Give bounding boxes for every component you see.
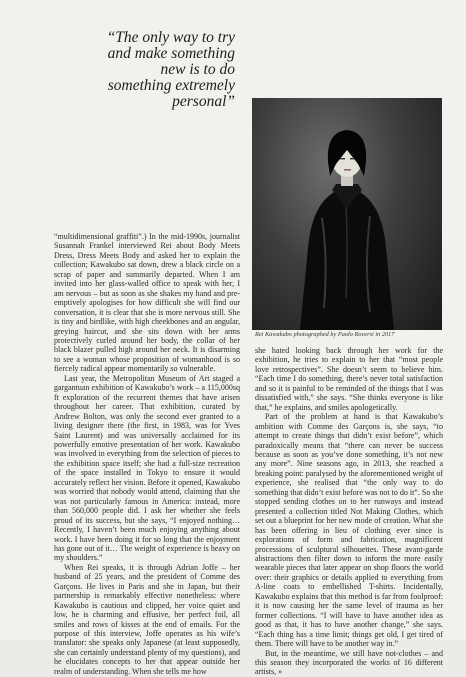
paragraph: But, in the meantime, we still have not-clothes – and this season they incorporated the works of 16 different artists, » — [255, 648, 443, 677]
paragraph: Last year, the Metropolitan Museum of Art staged a gargantuan exhibition of Kawakubo’s work – a 115,000sq ft exploration of the recurrent themes that have arisen throughout her career. That exhibition, curated by Andrew Bolton, was only the second ever granted to a living designer there (the first, in 1983, was for Yves Saint Laurent) and was universally acclaimed for its powerfully emotive presentation of her work. Kawakubo was involved in everything from the selection of pieces to the exhibition space itself; she had a full-size recreation of the space installed in Tokyo to ensure it would accurately reflect her vision. Before it opened, Kawakubo was worried that nobody would attend, claiming that she was not particularly famous in America: instead, more than 560,000 people did. I ask her whether she feels proud of its success, but she says, “I enjoyed nothing… Recently, I haven’t been much enjoying anything about work. I have been doing it for so long that the enjoyment has gone out of it… The weight of experience is heavy on my shoulders.” — [54, 373, 240, 563]
photo-caption: Rei Kawakubo photographed by Paolo Roversi in 2017 — [255, 331, 395, 338]
article-column-right — [255, 346, 443, 677]
portrait-illustration — [252, 98, 442, 330]
paragraph: When Rei speaks, it is through Adrian Joffe – her husband of 25 years, and the president of Comme des Garçons. He lives in Paris and she in Japan, but their partnership is remarkably effective nonetheless: where Kawakubo is cautious and clipped, her voice quiet and low, he is charming and effusive, her perfect foil, all smiles and rows of kisses at the end of emails. For the purpose of this interview, Joffe operates as his wife’s translator: she speaks only Japanese (at least supposedly, she can certainly understand plenty of my questions), and he elucidates concepts to her that appear outside her realm of understanding. When she tells me how — [54, 562, 240, 676]
paragraph: “multidimensional graffiti”.) In the mid-1990s, journalist Susannah Frankel interviewed Rei about Body Meets Dress, Dress Meets Body and asked her to explain the collection; Kawakubo sat down, drew a black circle on a scrap of paper and summarily departed. When I am invited into her glass-walled office to speak with her, I am nervous – but as soon as she shakes my hand and pre-emptively apologises for how difficult she will find our conversation, it is clear that she is more nervous still. She is tiny and birdlike, with high cheekbones and an angular, greying haircut, and she sits down with her arms protectively curled around her body, the collar of her black blazer pulled high around her neck. It is disarming to see a woman whose proposition of womanhood is so fiercely radical appear momentarily so vulnerable. — [54, 232, 240, 374]
pull-quote: “The only way to try and make something new is to do something extremely personal” — [106, 29, 235, 110]
paragraph: she hated looking back through her work for the exhibition, he tries to explain to her that “most people love retrospectives”. She doesn’t seem to believe him. “Each time I do something, there’s never total satisfaction and so it is painful to be reminded of the things that I was dissatisfied with,” she says. “She thinks everyone is like that,” he explains, and smiles apologetically. — [255, 346, 443, 412]
article-column-left — [54, 232, 240, 676]
paragraph: Part of the problem at hand is that Kawakubo’s ambition with Comme des Garçons is, she says, “to attempt to create things that didn’t exist before”, which paradoxically means that “there can never be success because as soon as you’ve done something, it’s not new any more”. Nine seasons ago, in 2013, she reached a breaking point: paralysed by the aforementioned weight of experience, she realised that “the only way to do something that didn’t exist before was not to do it”. So she stopped sending clothes on to her runways and instead presented a collection titled Not Making Clothes, which set out a blueprint for her new mode of creation. What she has been offering in lieu of clothing ever since is explorations of form and fabrication, magnificent processions of sculptural silhouettes. These avant-garde abstractions then filter down to inform the more easily wearable pieces that later appear on shop floors the world over: their graphics or details applied to everything from A-line coats to embellished T-shirts. Incidentally, Kawakubo explains that this method is far from foolproof: it is now causing her the same level of trauma as her former collections. “I will have to have another idea as good as that, it has to have another change,” she says. “Each thing has a time limit; things get old, I get tired of them. There will have to be another way in.” — [255, 412, 443, 649]
portrait-photo — [252, 98, 442, 330]
